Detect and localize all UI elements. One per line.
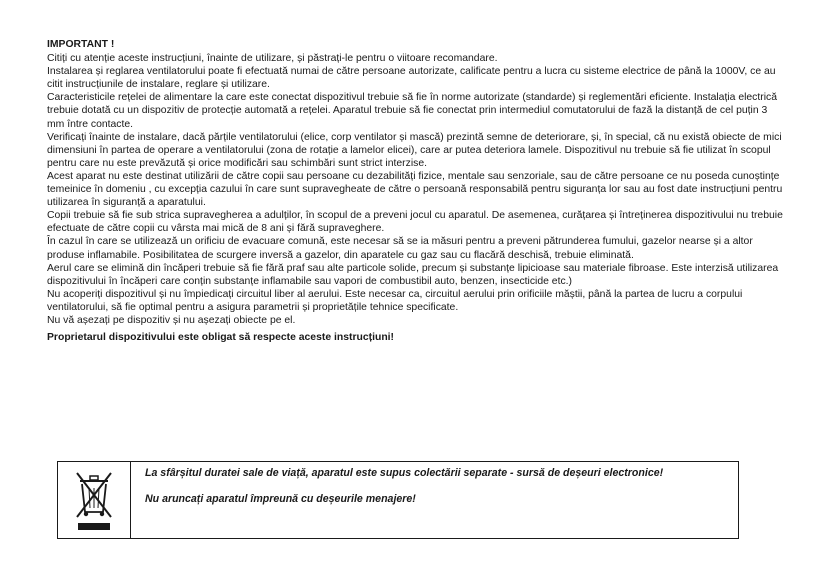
weee-notice-box [57,461,739,539]
paragraph-common-exhaust: În cazul în care se utilizează un orificiu de evacuare comună, este necesar să se ia măsuri pentru a preveni pătrunderea fumului, gazelor nearse și a altor produse inflamabile. Posibilitatea de scurgere inversă a gazelor, din aparatele cu gaz sau cu flacără deschisă, trebuie eliminată. [47,236,753,261]
paragraph-child-supervision: Copii trebuie să fie sub strica supravegherea a adulților, în scopul de a preveni jocul cu aparatul. De asemenea, curățarea și întreținerea dispozitivului nu trebuie efectuate de către copii cu vârsta mai mică de 8 ani și fără supraveghere. [47,210,783,235]
paragraph-not-for-children: Acest aparat nu este destinat utilizării de către copii sau persoane cu dezabilități fizice, mentale sau senzoriale, sau de către persoane ce nu poseda cunoștințe temeinice în domeniu , cu excepția cazului în care sunt supravegheate de către o persoană responsabilă pentru siguranța lor sau au fost date instrucțiuni pentru utilizarea în siguranță a aparatului. [47,170,783,209]
crossed-out-bin-icon [72,467,116,533]
paragraph-read-instructions: Citiți cu atenție aceste instrucțiuni, înainte de utilizare, și păstrați-le pentru o viitoare recomandare. [47,53,498,65]
paragraph-air-quality: Aerul care se elimină din încăperi trebuie să fie fără praf sau alte particole solide, precum și substanțe lipicioase sau materiale fibroase. Este interzisă utilizarea dispozitivului în încăperi care conțin substanțe inflamabile sau vapori de combustibil auto, benzen, insecticide etc.) [47,262,779,287]
owner-obligation: Proprietarul dispozitivului este obligat să respecte aceste instrucțiuni! [47,332,395,344]
instructions-page [47,38,787,344]
weee-collection-note: La sfârșitul duratei sale de viață, aparatul este supus colectării separate - sursă de deșeuri electronice! [145,467,664,479]
paragraph-installation: Instalarea și reglarea ventilatorului poate fi efectuată numai de către persoane autorizate, calificate pentru a lucra cu sisteme electrice de până la 1000V, ce au citit instrucțiunile de instalare, reglare și utilizare. [47,66,776,91]
important-heading: IMPORTANT ! [47,39,115,50]
weee-text [131,462,738,538]
paragraph-do-not-sit: Nu vă așezați pe dispozitiv și nu așezați obiecte pe el. [47,314,296,326]
paragraph-power-network: Caracteristicile rețelei de alimentare la care este conectat dispozitivul trebuie să fie în norme autorizate (standarde) și reglementări eficiente. Instalația electrică trebuie dotată cu un dispozitiv de protecție automată a rețelei. Aparatul trebuie să fie conectat prin intermediul comutatorului de fază la distanță de cel puțin 3 mm între contacte. [47,92,778,130]
paragraph-pre-install-check: Verificați înainte de instalare, dacă părțile ventilatorului (elice, corp ventilator și mască) prezintă semne de deteriorare, și, în special, că nu există obiecte de mici dimensiuni în partea de operare a ventilatorului (zona de rotație a lamelor elicei), care ar putea deteriora lamele. Dispozitivul nu trebuie să fie utilizat în scopul pentru care nu este prevăzută și orice modificări sau schimbări sunt strict interzise. [47,131,782,169]
paragraph-airflow: Nu acoperiți dispozitivul și nu împiedicați circuitul liber al aerului. Este necesar ca, circuitul aerului prin orificiile măștii, până la partea de lucru a corpului ventilatorului, să fie optimal pentru a asigura parametrii și proprietățile tehnice specificate. [47,288,743,313]
weee-icon-cell [58,462,131,538]
weee-disposal-note: Nu aruncați aparatul împreună cu deșeurile menajere! [145,493,416,505]
